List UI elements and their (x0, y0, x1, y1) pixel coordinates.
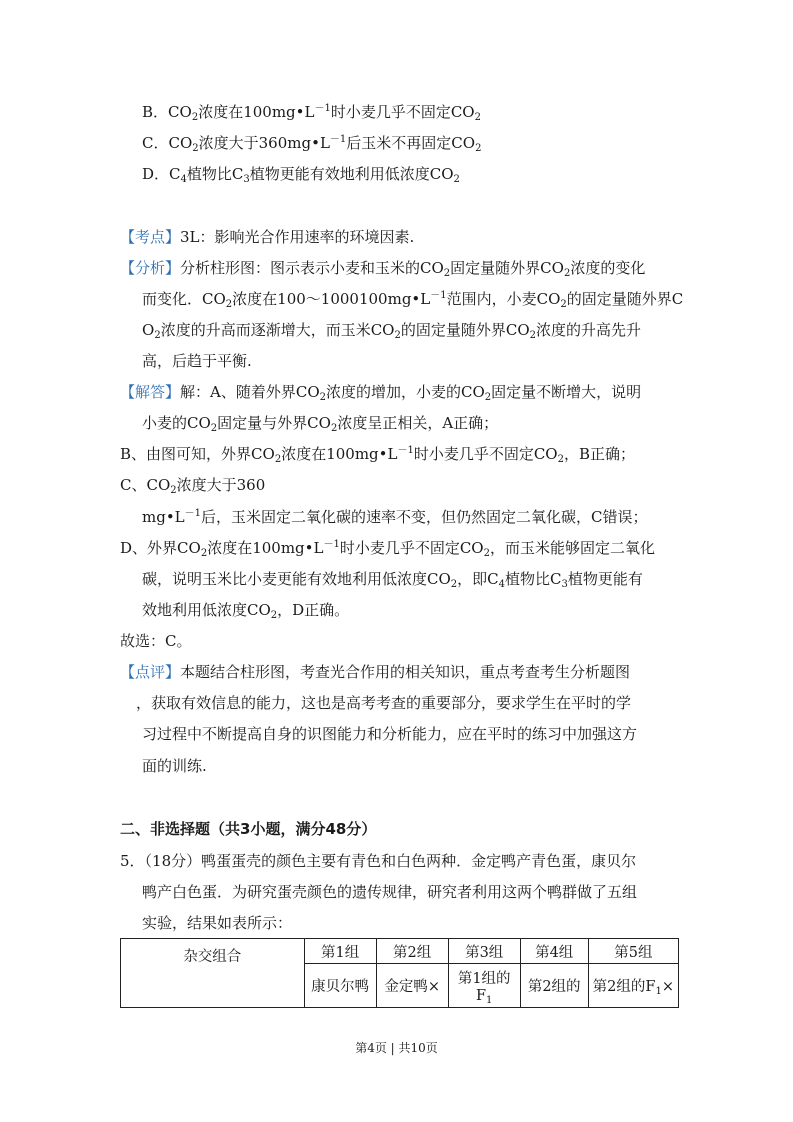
option-b: B．$CO_2$浓度在$100mg•L^{-1}$时小麦几乎不固定$CO_2$ (142, 103, 481, 123)
table-cell: 第2组的 (520, 964, 588, 1008)
jieda-b-line: B、由图可知，外界$CO_2$浓度在$100mg•L^{-1}$时小麦几乎不固定$CO_2$，B正确； (120, 445, 636, 465)
jieda-d-line-2: 碳，说明玉米比小麦更能有效地利用低浓度$CO_2$，即$C_4$植物比$C_3$植物更能有 (142, 570, 643, 590)
dianping-line-2: ，获取有效信息的能力，这也是高考考查的重要部分，要求学生在平时的学 (136, 694, 632, 712)
table-cell: 第1组 (304, 939, 376, 964)
dianping-line-3: 习过程中不断提高自身的识图能力和分析能力，应在平时的练习中加强这方 (142, 725, 638, 743)
table-cell: 第2组 (376, 939, 448, 964)
fenxi-line-1: 【分析】分析柱形图：图示表示小麦和玉米的$CO_2$固定量随外界$CO_2$浓度的变化 (120, 259, 646, 279)
table-cell: 第2组的$F_1\times$ (588, 964, 678, 1008)
question5-line-2: 鸭产白色蛋．为研究蛋壳颜色的遗传规律，研究者利用这两个鸭群做了五组 (142, 883, 638, 901)
table-cell: 康贝尔鸭 (304, 964, 376, 1008)
option-c: C．$CO_2$浓度大于$360mg•L^{-1}$后玉米不再固定$CO_2$ (142, 134, 482, 154)
table-cell: 第3组 (448, 939, 520, 964)
answer-line: 故选：C。 (120, 632, 192, 650)
dianping-line-4: 面的训练. (142, 757, 207, 775)
section-heading: 二、非选择题（共3小题，满分48分） (120, 820, 377, 838)
table-cell: 第5组 (588, 939, 678, 964)
table-cell: 第4组 (520, 939, 588, 964)
page-footer: 第4页 | 共10页 (355, 1041, 438, 1055)
table-cell: 金定鸭× (376, 964, 448, 1008)
jieda-a-line-2: 小麦的$CO_2$固定量与外界$CO_2$浓度呈正相关，A正确； (142, 414, 499, 434)
kaodian-tag: 【考点】 (120, 228, 181, 246)
jieda-c-line-2: $mg•L^{-1}$后，玉米固定二氧化碳的速率不变，但仍然固定二氧化碳，C错误； (142, 508, 648, 526)
option-d: D．$C_4$植物比$C_3$植物更能有效地利用低浓度$CO_2$ (142, 165, 460, 185)
question5-line-1: 5．（18分）鸭蛋蛋壳的颜色主要有青色和白色两种．金定鸭产青色蛋，康贝尔 (120, 852, 637, 870)
fenxi-line-4: 高，后趋于平衡. (142, 352, 252, 370)
jieda-d-line-3: 效地利用低浓度$CO_2$，D正确。 (142, 601, 350, 621)
cross-table (120, 938, 679, 1008)
kaodian-line: 【考点】3L：影响光合作用速率的环境因素. (120, 228, 415, 246)
fenxi-line-2: 而变化．$CO_2$浓度在$100\sim 1000100mg•L^{-1}$范围内，小麦$CO_2$的固定量随外界C (142, 290, 684, 310)
dianping-line-1: 【点评】本题结合柱形图，考查光合作用的相关知识，重点考查考生分析题图 (120, 663, 631, 681)
fenxi-tag: 【分析】 (120, 259, 181, 277)
table-cell: 第1组的$F_1$ (448, 964, 520, 1008)
dianping-tag: 【点评】 (120, 663, 181, 681)
jieda-d-line-1: D、外界$CO_2$浓度在$100mg•L^{-1}$时小麦几乎不固定$CO_2$，而玉米能够固定二氧化 (120, 539, 655, 559)
jieda-c-line-1: C、$CO_2$浓度大于360 (120, 476, 266, 496)
fenxi-line-3: $O_2$浓度的升高而逐渐增大，而玉米$CO_2$的固定量随外界$CO_2$浓度的升高先升 (142, 321, 642, 341)
jieda-tag: 【解答】 (120, 383, 181, 401)
table-row (121, 939, 679, 964)
table-header-cell: 杂交组合 (121, 939, 305, 1008)
jieda-a-line-1: 【解答】解：A、随着外界$CO_2$浓度的增加，小麦的$CO_2$固定量不断增大，说明 (120, 383, 642, 403)
question5-line-3: 实验，结果如表所示： (142, 914, 293, 932)
